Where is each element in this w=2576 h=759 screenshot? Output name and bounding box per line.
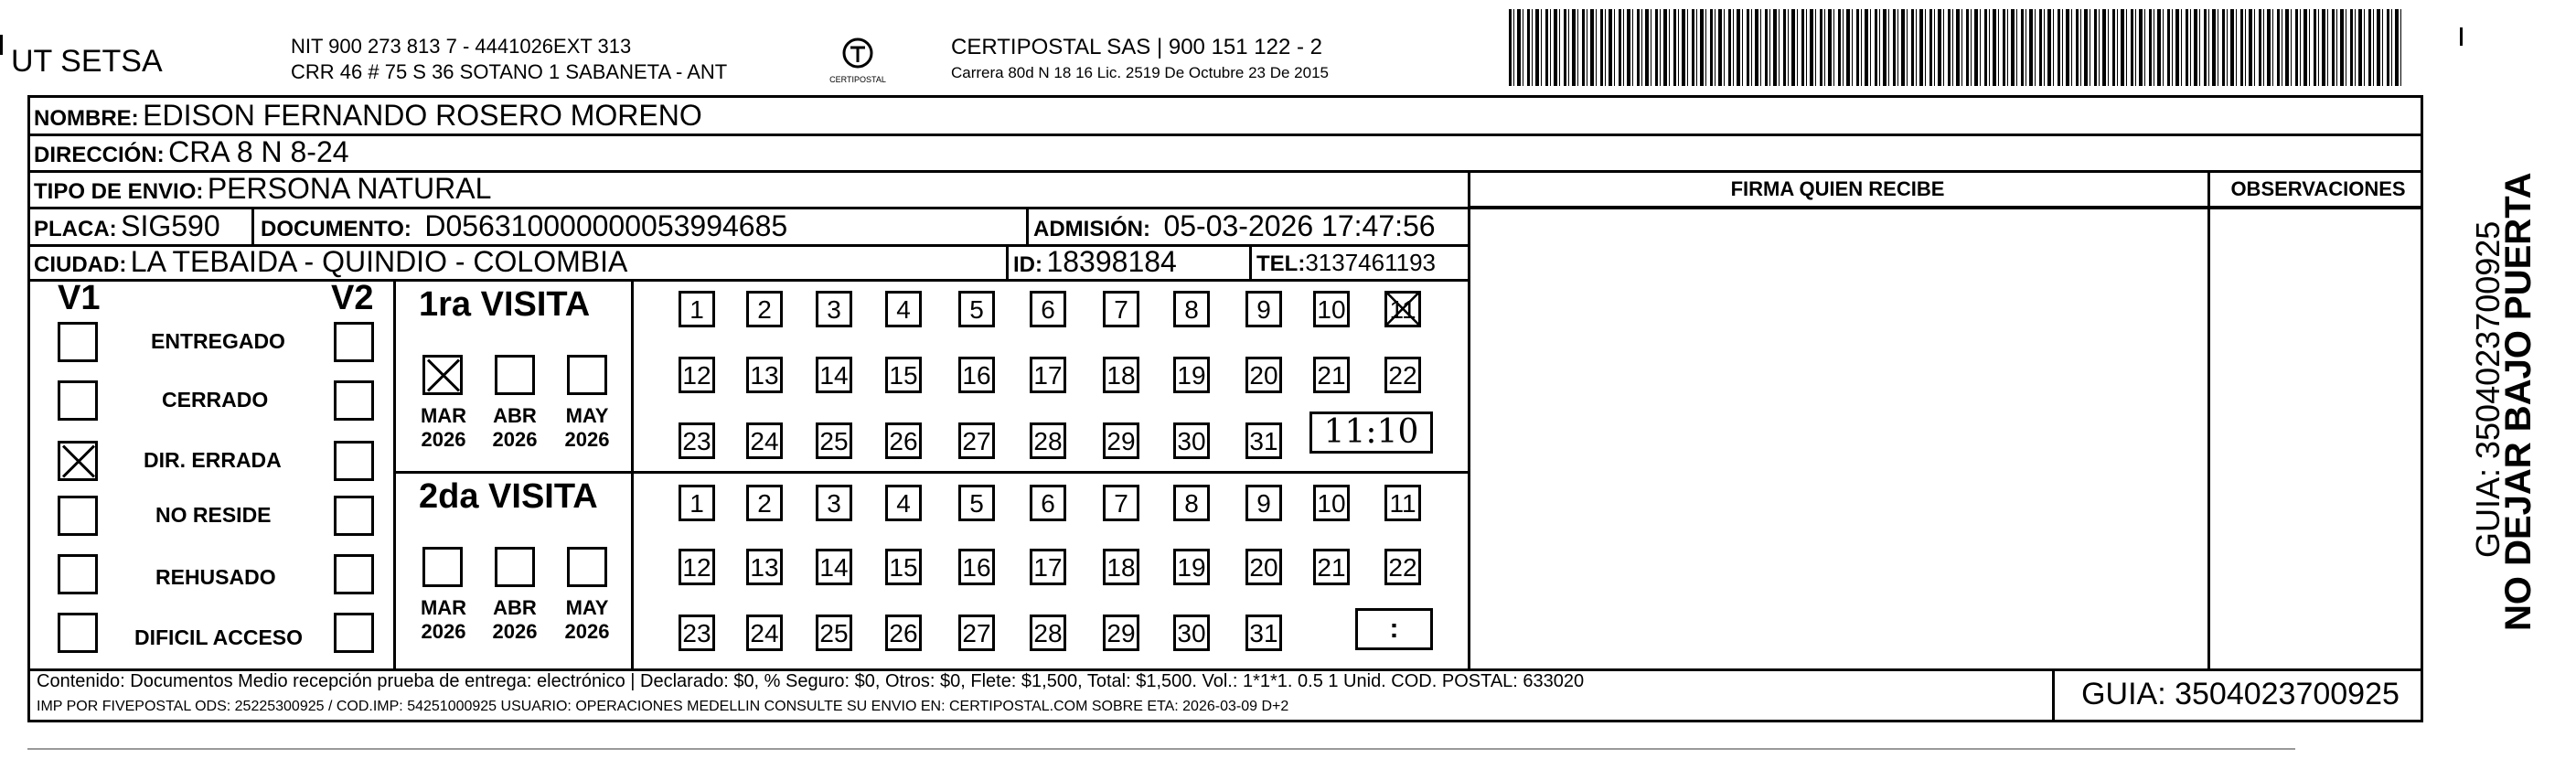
second-visit-time-box[interactable]: : xyxy=(1355,608,1433,650)
month-label: MAY 2026 xyxy=(564,404,610,451)
barcode xyxy=(1509,9,2405,86)
svg-text:CERTIPOSTAL: CERTIPOSTAL xyxy=(829,75,886,84)
v2-rehusado-checkbox[interactable] xyxy=(334,554,374,594)
second-visit-day-14[interactable]: 14 xyxy=(816,549,852,585)
second-visit-day-13[interactable]: 13 xyxy=(746,549,783,585)
second-visit-day-23[interactable]: 23 xyxy=(679,615,715,651)
documento-field: DOCUMENTO: D056310000000053994685 xyxy=(261,209,788,242)
v1-dificil-acceso-checkbox[interactable] xyxy=(58,613,98,653)
second-visit-day-2[interactable]: 2 xyxy=(746,485,783,521)
month-label: MAY 2026 xyxy=(564,596,610,643)
direccion-field: DIRECCIÓN: CRA 8 N 8-24 xyxy=(34,135,349,168)
first-visit-day-6[interactable]: 6 xyxy=(1030,291,1066,327)
second-visit-day-4[interactable]: 4 xyxy=(885,485,922,521)
carrier-license: Carrera 80d N 18 16 Lic. 2519 De Octubre 23 De 2015 xyxy=(951,64,1329,81)
first-visit-day-21[interactable]: 21 xyxy=(1313,357,1350,393)
second-visit-day-11[interactable]: 11 xyxy=(1384,485,1421,521)
v1-rehusado-checkbox[interactable] xyxy=(58,554,98,594)
company-address: CRR 46 # 75 S 36 SOTANO 1 SABANETA - ANT xyxy=(291,60,728,83)
second-visit-day-19[interactable]: 19 xyxy=(1173,549,1210,585)
v2-label: V2 xyxy=(331,279,374,317)
first-visit-day-2[interactable]: 2 xyxy=(746,291,783,327)
first-visit-day-22[interactable]: 22 xyxy=(1384,357,1421,393)
v1-dir-errada-checkbox[interactable] xyxy=(58,441,98,481)
status-label: REHUSADO xyxy=(155,565,276,589)
status-label: DIR. ERRADA xyxy=(144,448,282,472)
status-label: CERRADO xyxy=(162,388,269,412)
second-visit-day-12[interactable]: 12 xyxy=(679,549,715,585)
first-visit-day-24[interactable]: 24 xyxy=(746,422,783,459)
second-visit-day-25[interactable]: 25 xyxy=(816,615,852,651)
first-visit-day-26[interactable]: 26 xyxy=(885,422,922,459)
second-visit-day-18[interactable]: 18 xyxy=(1103,549,1139,585)
first-visit-day-14[interactable]: 14 xyxy=(816,357,852,393)
certipostal-logo xyxy=(821,33,894,88)
v2-entregado-checkbox[interactable] xyxy=(334,322,374,362)
v1-entregado-checkbox[interactable] xyxy=(58,322,98,362)
side-warning: NO DEJAR BAJO PUERTA xyxy=(2498,172,2539,631)
ciudad-field: CIUDAD: LA TEBAIDA - QUINDIO - COLOMBIA xyxy=(34,245,628,278)
first-visit-day-23[interactable]: 23 xyxy=(679,422,715,459)
first-visit-abr-checkbox[interactable] xyxy=(495,355,535,395)
observaciones-header: OBSERVACIONES xyxy=(2230,177,2406,200)
admision-field: ADMISIÓN: 05-03-2026 17:47:56 xyxy=(1033,209,1436,242)
first-visit-day-13[interactable]: 13 xyxy=(746,357,783,393)
second-visit-may-checkbox[interactable] xyxy=(567,547,607,587)
first-visit-day-5[interactable]: 5 xyxy=(958,291,995,327)
first-visit-day-12[interactable]: 12 xyxy=(679,357,715,393)
first-visit-day-11[interactable]: 11 xyxy=(1384,291,1421,327)
first-visit-may-checkbox[interactable] xyxy=(567,355,607,395)
month-label: MAR 2026 xyxy=(420,596,467,643)
first-visit-day-9[interactable]: 9 xyxy=(1245,291,1282,327)
second-visit-day-7[interactable]: 7 xyxy=(1103,485,1139,521)
second-visit-day-26[interactable]: 26 xyxy=(885,615,922,651)
firma-header: FIRMA QUIEN RECIBE xyxy=(1730,177,1945,200)
first-visit-day-1[interactable]: 1 xyxy=(679,291,715,327)
second-visit-day-1[interactable]: 1 xyxy=(679,485,715,521)
first-visit-day-18[interactable]: 18 xyxy=(1103,357,1139,393)
v2-no-reside-checkbox[interactable] xyxy=(334,496,374,536)
first-visit-time-box[interactable]: 11:10 xyxy=(1309,412,1433,454)
first-visit-day-29[interactable]: 29 xyxy=(1103,422,1139,459)
second-visit-day-15[interactable]: 15 xyxy=(885,549,922,585)
id-field: ID: 18398184 xyxy=(1013,245,1177,278)
tipo-envio-field: TIPO DE ENVIO: PERSONA NATURAL xyxy=(34,172,492,205)
second-visit-day-17[interactable]: 17 xyxy=(1030,549,1066,585)
first-visit-day-10[interactable]: 10 xyxy=(1313,291,1350,327)
carrier-name: CERTIPOSTAL SAS | 900 151 122 - 2 xyxy=(951,35,1322,59)
second-visit-day-24[interactable]: 24 xyxy=(746,615,783,651)
month-label: ABR 2026 xyxy=(492,404,538,451)
second-visit-day-20[interactable]: 20 xyxy=(1245,549,1282,585)
second-visit-day-16[interactable]: 16 xyxy=(958,549,995,585)
first-visit-mar-checkbox[interactable] xyxy=(422,355,463,395)
page-edge xyxy=(27,748,2295,750)
first-visit-day-8[interactable]: 8 xyxy=(1173,291,1210,327)
first-visit-day-15[interactable]: 15 xyxy=(885,357,922,393)
second-visit-day-8[interactable]: 8 xyxy=(1173,485,1210,521)
second-visit-day-22[interactable]: 22 xyxy=(1384,549,1421,585)
second-visit-day-21[interactable]: 21 xyxy=(1313,549,1350,585)
side-guia: GUIA: 3504023700925 xyxy=(2469,220,2507,558)
first-visit-day-7[interactable]: 7 xyxy=(1103,291,1139,327)
second-visit-day-27[interactable]: 27 xyxy=(958,615,995,651)
second-visit-mar-checkbox[interactable] xyxy=(422,547,463,587)
v2-dificil-acceso-checkbox[interactable] xyxy=(334,613,374,653)
company-name: UT SETSA xyxy=(11,44,163,79)
first-visit-day-17[interactable]: 17 xyxy=(1030,357,1066,393)
guia-box: GUIA: 3504023700925 xyxy=(2081,677,2400,711)
second-visit-day-30[interactable]: 30 xyxy=(1173,615,1210,651)
second-visit-abr-checkbox[interactable] xyxy=(495,547,535,587)
edge-mark xyxy=(2460,27,2463,46)
month-label: ABR 2026 xyxy=(492,596,538,643)
first-visit-title: 1ra VISITA xyxy=(419,285,591,324)
second-visit-day-28[interactable]: 28 xyxy=(1030,615,1066,651)
second-visit-day-31[interactable]: 31 xyxy=(1245,615,1282,651)
v1-no-reside-checkbox[interactable] xyxy=(58,496,98,536)
nombre-field: NOMBRE: EDISON FERNANDO ROSERO MORENO xyxy=(34,99,702,132)
second-visit-day-9[interactable]: 9 xyxy=(1245,485,1282,521)
first-visit-day-16[interactable]: 16 xyxy=(958,357,995,393)
v1-label: V1 xyxy=(58,279,101,317)
month-label: MAR 2026 xyxy=(420,404,467,451)
first-visit-day-4[interactable]: 4 xyxy=(885,291,922,327)
second-visit-day-5[interactable]: 5 xyxy=(958,485,995,521)
first-visit-day-31[interactable]: 31 xyxy=(1245,422,1282,459)
first-visit-day-3[interactable]: 3 xyxy=(816,291,852,327)
imp-text: IMP POR FIVEPOSTAL ODS: 25225300925 / COD.IMP: 54251000925 USUARIO: OPERACIONES MEDELLIN CONSULTE SU ENVIO EN: CERTIPOSTAL.COM SOBRE ETA: 2026-03-09 D+2 xyxy=(37,699,1289,714)
placa-field: PLACA: SIG590 xyxy=(34,209,220,242)
v2-dir-errada-checkbox[interactable] xyxy=(334,441,374,481)
first-visit-day-27[interactable]: 27 xyxy=(958,422,995,459)
v2-cerrado-checkbox[interactable] xyxy=(334,380,374,421)
second-visit-day-6[interactable]: 6 xyxy=(1030,485,1066,521)
second-visit-day-10[interactable]: 10 xyxy=(1313,485,1350,521)
company-nit: NIT 900 273 813 7 - 4441026EXT 313 xyxy=(291,35,632,58)
v1-cerrado-checkbox[interactable] xyxy=(58,380,98,421)
status-label: DIFICIL ACCESO xyxy=(134,625,304,649)
first-visit-day-25[interactable]: 25 xyxy=(816,422,852,459)
second-visit-day-3[interactable]: 3 xyxy=(816,485,852,521)
contenido-text: Contenido: Documentos Medio recepción prueba de entrega: electrónico | Declarado: $0, % Seguro: $0, Otros: $0, Flete: $1,500, Total: $1,500. Vol.: 1*1*1. 0.5 1 Unid. COD. POSTAL: 633020 xyxy=(37,671,1585,691)
tel-field: TEL:3137461193 xyxy=(1256,249,1436,276)
first-visit-day-28[interactable]: 28 xyxy=(1030,422,1066,459)
status-label: NO RESIDE xyxy=(155,503,272,527)
first-visit-day-19[interactable]: 19 xyxy=(1173,357,1210,393)
second-visit-day-29[interactable]: 29 xyxy=(1103,615,1139,651)
first-visit-day-30[interactable]: 30 xyxy=(1173,422,1210,459)
edge-mark xyxy=(0,35,3,55)
first-visit-day-20[interactable]: 20 xyxy=(1245,357,1282,393)
second-visit-title: 2da VISITA xyxy=(419,477,598,516)
status-label: ENTREGADO xyxy=(151,329,285,353)
